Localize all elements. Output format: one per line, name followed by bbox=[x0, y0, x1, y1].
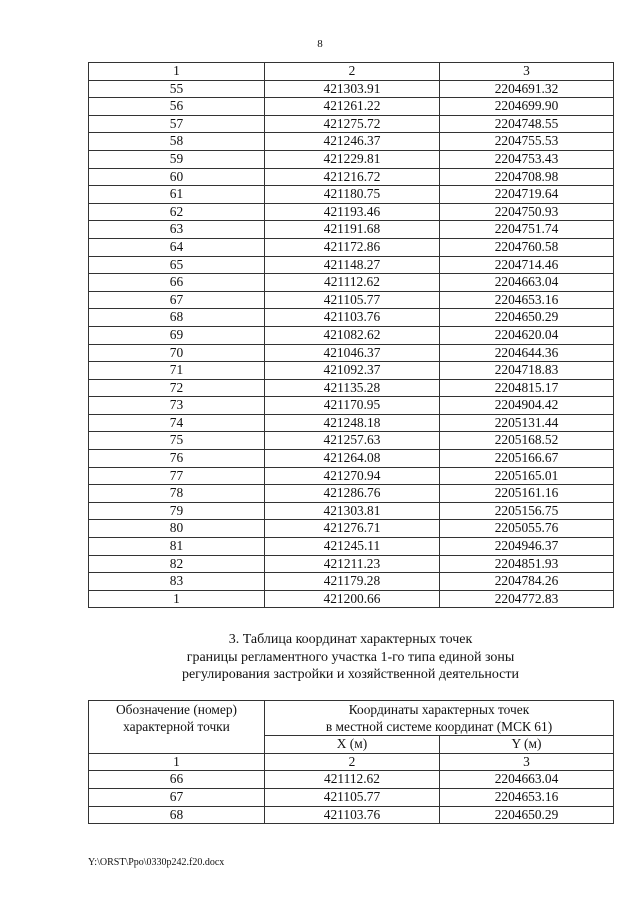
section-title-line: 3. Таблица координат характерных точек bbox=[228, 632, 473, 647]
column-number-2: 2 bbox=[265, 753, 440, 771]
y-coordinate-cell: 2204691.32 bbox=[440, 80, 614, 98]
table-row bbox=[89, 274, 614, 292]
y-coordinate-cell: 2204718.83 bbox=[440, 362, 614, 380]
point-number-cell: 66 bbox=[89, 771, 265, 789]
point-number-cell: 64 bbox=[89, 238, 265, 256]
point-number-cell: 73 bbox=[89, 397, 265, 415]
coordinates-table-continued bbox=[88, 62, 614, 608]
x-coordinate-cell: 421103.76 bbox=[265, 806, 440, 824]
point-number-cell: 76 bbox=[89, 450, 265, 468]
table-row bbox=[89, 414, 614, 432]
column-number-1: 1 bbox=[89, 753, 265, 771]
point-number-cell: 63 bbox=[89, 221, 265, 239]
header-line: Обозначение (номер) bbox=[116, 702, 237, 717]
x-coordinate-cell: 421303.81 bbox=[265, 502, 440, 520]
y-coordinate-cell: 2204650.29 bbox=[440, 309, 614, 327]
point-number-cell: 77 bbox=[89, 467, 265, 485]
column-numbering-row bbox=[89, 753, 614, 771]
x-coordinate-cell: 421135.28 bbox=[265, 379, 440, 397]
x-coordinate-cell: 421172.86 bbox=[265, 238, 440, 256]
y-coordinate-cell: 2204946.37 bbox=[440, 538, 614, 556]
section-title-line: регулирования застройки и хозяйственной деятельности bbox=[181, 667, 520, 682]
y-coordinate-cell: 2205156.75 bbox=[440, 502, 614, 520]
point-number-cell: 68 bbox=[89, 806, 265, 824]
x-coordinate-cell: 421257.63 bbox=[265, 432, 440, 450]
table-row bbox=[89, 520, 614, 538]
x-coordinate-cell: 421112.62 bbox=[265, 274, 440, 292]
point-number-cell: 72 bbox=[89, 379, 265, 397]
point-number-cell: 55 bbox=[89, 80, 265, 98]
point-number-cell: 67 bbox=[89, 291, 265, 309]
x-coordinate-cell: 421105.77 bbox=[265, 291, 440, 309]
x-coordinate-cell: 421270.94 bbox=[265, 467, 440, 485]
x-coordinate-cell: 421105.77 bbox=[265, 788, 440, 806]
table-row bbox=[89, 291, 614, 309]
point-number-cell: 83 bbox=[89, 573, 265, 591]
x-coordinate-cell: 421275.72 bbox=[265, 115, 440, 133]
y-coordinate-cell: 2204851.93 bbox=[440, 555, 614, 573]
y-coordinate-cell: 2204714.46 bbox=[440, 256, 614, 274]
point-number-cell: 62 bbox=[89, 203, 265, 221]
x-coordinate-cell: 421248.18 bbox=[265, 414, 440, 432]
file-path-footer: Y:\ORST\Ppo\0330p242.f20.docx bbox=[88, 857, 225, 868]
point-designation-header bbox=[89, 701, 265, 754]
x-coordinate-cell: 421211.23 bbox=[265, 555, 440, 573]
column-numbering-row bbox=[89, 63, 614, 81]
table-row bbox=[89, 397, 614, 415]
y-coordinate-cell: 2204699.90 bbox=[440, 98, 614, 116]
page-number: 8 bbox=[317, 38, 323, 50]
section-title-line: границы регламентного участка 1-го типа единой зоны bbox=[186, 649, 515, 665]
x-header: X (м) bbox=[265, 736, 440, 754]
point-number-cell: 60 bbox=[89, 168, 265, 186]
table-row bbox=[89, 186, 614, 204]
x-coordinate-cell: 421148.27 bbox=[265, 256, 440, 274]
y-coordinate-cell: 2204755.53 bbox=[440, 133, 614, 151]
x-coordinate-cell: 421179.28 bbox=[265, 573, 440, 591]
point-number-cell: 71 bbox=[89, 362, 265, 380]
table-row bbox=[89, 806, 614, 824]
table-row bbox=[89, 450, 614, 468]
table-row bbox=[89, 432, 614, 450]
point-number-cell: 61 bbox=[89, 186, 265, 204]
table-row bbox=[89, 326, 614, 344]
point-number-cell: 75 bbox=[89, 432, 265, 450]
section-3-title bbox=[88, 631, 613, 684]
table-row bbox=[89, 80, 614, 98]
y-coordinate-cell: 2204620.04 bbox=[440, 326, 614, 344]
table-row bbox=[89, 168, 614, 186]
table-row bbox=[89, 221, 614, 239]
table-row bbox=[89, 502, 614, 520]
point-number-cell: 70 bbox=[89, 344, 265, 362]
table-row bbox=[89, 467, 614, 485]
y-coordinate-cell: 2204784.26 bbox=[440, 573, 614, 591]
table-row bbox=[89, 309, 614, 327]
y-coordinate-cell: 2204750.93 bbox=[440, 203, 614, 221]
table-row bbox=[89, 203, 614, 221]
x-coordinate-cell: 421245.11 bbox=[265, 538, 440, 556]
x-coordinate-cell: 421046.37 bbox=[265, 344, 440, 362]
table-row bbox=[89, 788, 614, 806]
point-number-cell: 82 bbox=[89, 555, 265, 573]
x-coordinate-cell: 421286.76 bbox=[265, 485, 440, 503]
table-row bbox=[89, 150, 614, 168]
y-coordinate-cell: 2204753.43 bbox=[440, 150, 614, 168]
y-coordinate-cell: 2205131.44 bbox=[440, 414, 614, 432]
y-coordinate-cell: 2204719.64 bbox=[440, 186, 614, 204]
point-number-cell: 58 bbox=[89, 133, 265, 151]
column-number-3: 3 bbox=[440, 753, 614, 771]
table-row bbox=[89, 771, 614, 789]
table-row bbox=[89, 555, 614, 573]
table-row bbox=[89, 538, 614, 556]
y-coordinate-cell: 2205165.01 bbox=[440, 467, 614, 485]
y-coordinate-cell: 2204653.16 bbox=[440, 291, 614, 309]
y-coordinate-cell: 2205161.16 bbox=[440, 485, 614, 503]
table-row bbox=[89, 344, 614, 362]
table-row bbox=[89, 573, 614, 591]
y-coordinate-cell: 2204815.17 bbox=[440, 379, 614, 397]
x-coordinate-cell: 421303.91 bbox=[265, 80, 440, 98]
x-coordinate-cell: 421276.71 bbox=[265, 520, 440, 538]
x-coordinate-cell: 421103.76 bbox=[265, 309, 440, 327]
x-coordinate-cell: 421229.81 bbox=[265, 150, 440, 168]
x-coordinate-cell: 421092.37 bbox=[265, 362, 440, 380]
point-number-cell: 78 bbox=[89, 485, 265, 503]
y-coordinate-cell: 2204708.98 bbox=[440, 168, 614, 186]
point-number-cell: 65 bbox=[89, 256, 265, 274]
x-coordinate-cell: 421191.68 bbox=[265, 221, 440, 239]
x-coordinate-cell: 421246.37 bbox=[265, 133, 440, 151]
header-line: в местной системе координат (МСК 61) bbox=[325, 718, 553, 734]
column-number-3: 3 bbox=[440, 63, 614, 81]
x-coordinate-cell: 421264.08 bbox=[265, 450, 440, 468]
point-number-cell: 67 bbox=[89, 788, 265, 806]
table-row bbox=[89, 379, 614, 397]
point-number-cell: 69 bbox=[89, 326, 265, 344]
x-coordinate-cell: 421261.22 bbox=[265, 98, 440, 116]
y-coordinate-cell: 2204653.16 bbox=[440, 788, 614, 806]
table-row bbox=[89, 362, 614, 380]
y-coordinate-cell: 2205055.76 bbox=[440, 520, 614, 538]
table-row bbox=[89, 115, 614, 133]
y-coordinate-cell: 2204748.55 bbox=[440, 115, 614, 133]
column-number-2: 2 bbox=[265, 63, 440, 81]
point-number-cell: 80 bbox=[89, 520, 265, 538]
y-coordinate-cell: 2204663.04 bbox=[440, 274, 614, 292]
x-coordinate-cell: 421200.66 bbox=[265, 590, 440, 608]
point-number-cell: 66 bbox=[89, 274, 265, 292]
x-coordinate-cell: 421180.75 bbox=[265, 186, 440, 204]
x-coordinate-cell: 421193.46 bbox=[265, 203, 440, 221]
y-coordinate-cell: 2204904.42 bbox=[440, 397, 614, 415]
y-coordinate-cell: 2204751.74 bbox=[440, 221, 614, 239]
x-coordinate-cell: 421216.72 bbox=[265, 168, 440, 186]
point-number-cell: 1 bbox=[89, 590, 265, 608]
y-coordinate-cell: 2204663.04 bbox=[440, 771, 614, 789]
column-number-1: 1 bbox=[89, 63, 265, 81]
y-coordinate-cell: 2204650.29 bbox=[440, 806, 614, 824]
x-coordinate-cell: 421170.95 bbox=[265, 397, 440, 415]
x-coordinate-cell: 421112.62 bbox=[265, 771, 440, 789]
point-number-cell: 68 bbox=[89, 309, 265, 327]
coordinates-header bbox=[265, 701, 614, 736]
header-line: Координаты характерных точек bbox=[348, 702, 530, 717]
table-row bbox=[89, 98, 614, 116]
point-number-cell: 59 bbox=[89, 150, 265, 168]
table-row bbox=[89, 238, 614, 256]
y-header: Y (м) bbox=[440, 736, 614, 754]
section-3-coordinates-table bbox=[88, 700, 614, 824]
header-line: характерной точки bbox=[123, 718, 230, 734]
y-coordinate-cell: 2204772.83 bbox=[440, 590, 614, 608]
point-number-cell: 79 bbox=[89, 502, 265, 520]
x-coordinate-cell: 421082.62 bbox=[265, 326, 440, 344]
table-row bbox=[89, 485, 614, 503]
point-number-cell: 74 bbox=[89, 414, 265, 432]
y-coordinate-cell: 2204644.36 bbox=[440, 344, 614, 362]
table-row bbox=[89, 256, 614, 274]
point-number-cell: 57 bbox=[89, 115, 265, 133]
point-number-cell: 81 bbox=[89, 538, 265, 556]
point-number-cell: 56 bbox=[89, 98, 265, 116]
y-coordinate-cell: 2205168.52 bbox=[440, 432, 614, 450]
y-coordinate-cell: 2205166.67 bbox=[440, 450, 614, 468]
table-row bbox=[89, 133, 614, 151]
y-coordinate-cell: 2204760.58 bbox=[440, 238, 614, 256]
table-row bbox=[89, 590, 614, 608]
